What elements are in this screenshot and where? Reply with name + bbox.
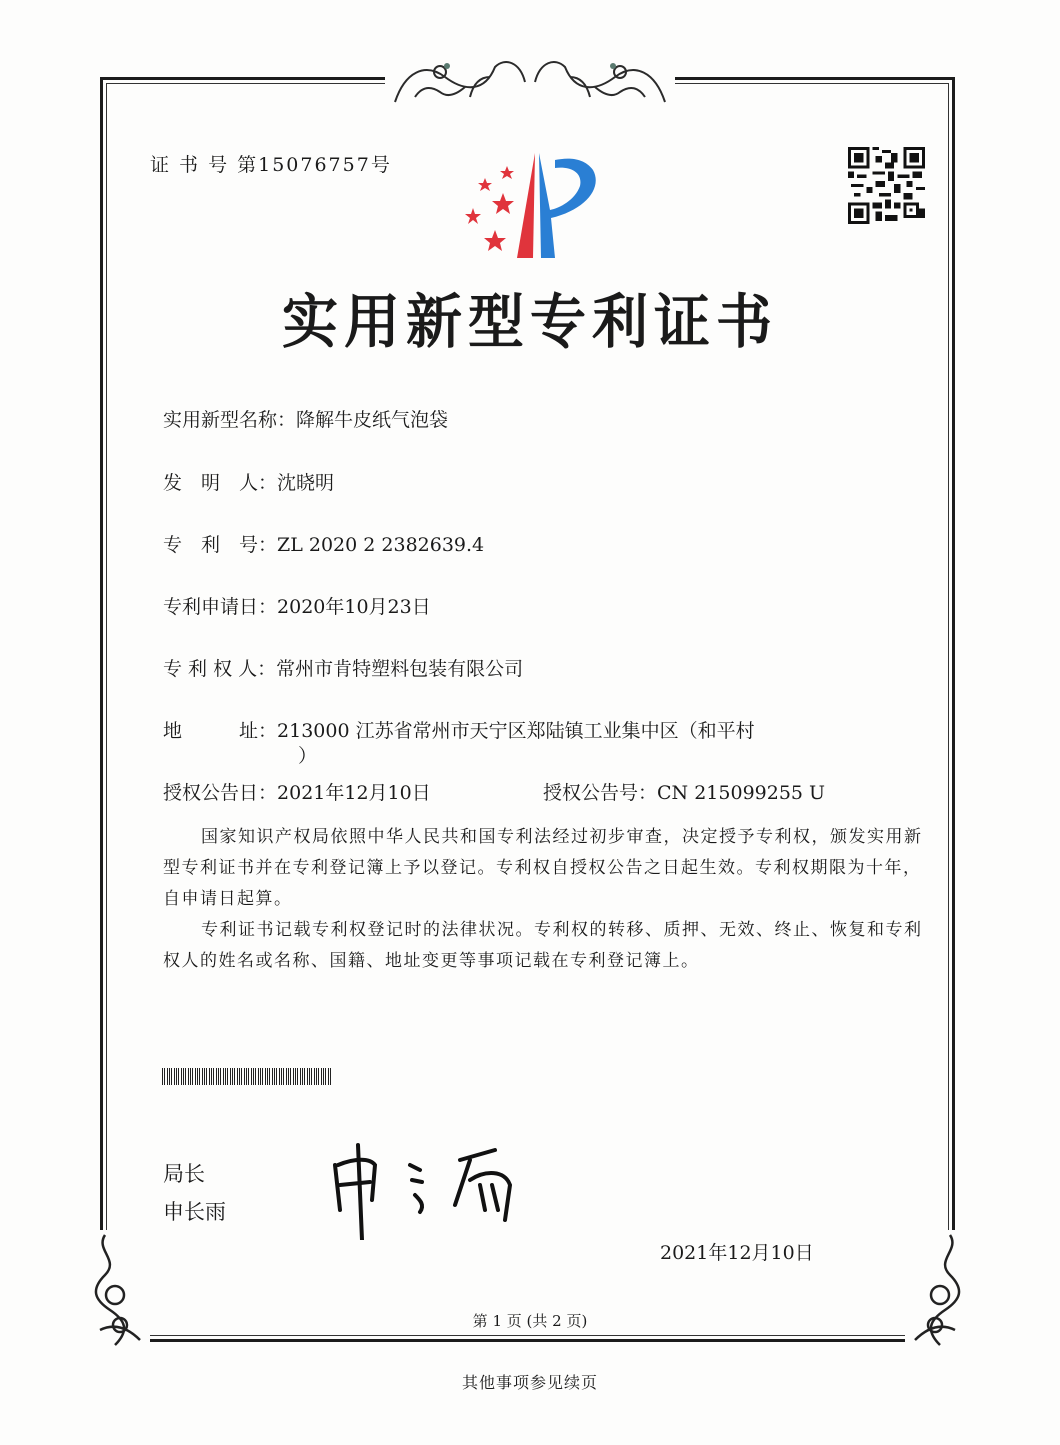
field-value: 常州市肯特塑料包装有限公司	[276, 658, 524, 680]
field-grant-date	[163, 778, 431, 805]
field-value: 沈晓明	[277, 472, 335, 494]
field-label: 发 明 人：	[163, 472, 278, 494]
dragon-ornament-top-icon	[385, 52, 675, 107]
field-patentee	[163, 654, 523, 681]
qr-code-icon	[848, 147, 925, 224]
page-number: 第 1 页 (共 2 页)	[472, 1312, 588, 1330]
footer-note: 其他事项参见续页	[461, 1373, 598, 1392]
field-label: 授权公告号：	[543, 782, 658, 804]
field-value: 2021年12月10日	[277, 782, 431, 804]
field-label: 授权公告日：	[163, 782, 278, 804]
field-value: 2020年10月23日	[277, 596, 431, 618]
field-value: CN 215099255 U	[657, 782, 826, 804]
certificate-number: 证 书 号 第15076757号	[150, 154, 392, 176]
certificate-body-text	[163, 822, 933, 977]
field-label: 地 址：	[163, 720, 278, 742]
signatory-name: 申长雨	[163, 1200, 226, 1224]
field-patent-number	[163, 530, 484, 557]
field-address	[163, 716, 755, 743]
corner-ornament-bottom-right-icon	[905, 1230, 965, 1350]
corner-ornament-bottom-left-icon	[90, 1230, 150, 1350]
signatory-title: 局长	[163, 1162, 205, 1186]
body-paragraph-2: 专利证书记载专利权登记时的法律状况。专利权的转移、质押、无效、终止、恢复和专利权人的姓名或名称、国籍、地址变更等事项记载在专利登记簿上。	[163, 920, 923, 971]
cnipa-logo-icon	[455, 148, 605, 263]
field-label: 专 利 权 人：	[163, 658, 277, 680]
field-address-continuation: ）	[298, 745, 318, 767]
document-title: 实用新型专利证书	[282, 288, 778, 357]
handwritten-signature-icon	[320, 1140, 550, 1240]
field-value: 降解牛皮纸气泡袋	[296, 409, 449, 431]
field-value: 213000 江苏省常州市天宁区郑陆镇工业集中区（和平村	[277, 720, 755, 742]
field-utility-model-name	[163, 405, 448, 432]
barcode-icon	[162, 1068, 332, 1085]
field-label: 专 利 号：	[163, 534, 278, 556]
field-grant-publication-number	[543, 778, 825, 805]
body-paragraph-1: 国家知识产权局依照中华人民共和国专利法经过初步审查，决定授予专利权，颁发实用新型专利证书并在专利登记簿上予以登记。专利权自授权公告之日起生效。专利权期限为十年，自申请日起算。	[163, 827, 923, 909]
field-application-date	[163, 592, 431, 619]
field-label: 实用新型名称：	[163, 409, 297, 431]
field-value: ZL 2020 2 2382639.4	[277, 534, 485, 556]
field-inventor	[163, 468, 334, 495]
field-label: 专利申请日：	[163, 596, 278, 618]
signature-date: 2021年12月10日	[660, 1242, 814, 1264]
